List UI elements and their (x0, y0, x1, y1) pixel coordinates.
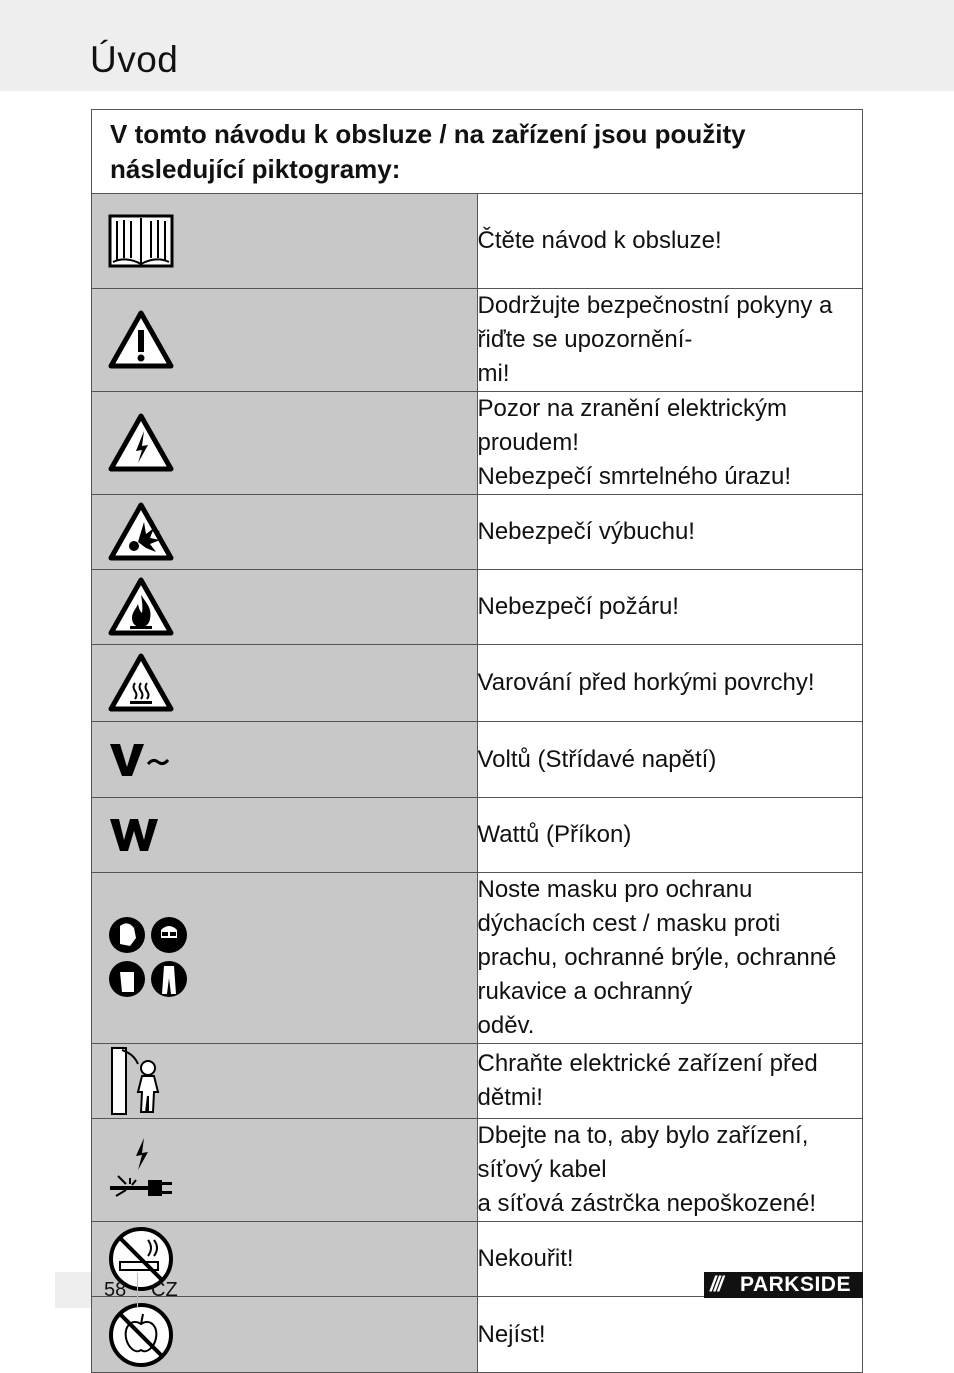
explosion-warning-icon (108, 502, 174, 562)
brand-mark: /// (710, 1273, 722, 1296)
table-row (92, 289, 863, 392)
footer-marker (55, 1272, 91, 1308)
row-text: prachu, ochranné brýle, ochranné rukavice a ochranný (477, 944, 837, 1005)
row-text: Voltů (Střídavé napětí) (477, 745, 717, 773)
book-icon (108, 212, 174, 270)
table-row (92, 798, 863, 873)
row-text: Varování před horkými povrchy! (477, 669, 815, 696)
table-row (92, 1119, 863, 1222)
brand-logo (704, 1272, 863, 1298)
table-row (92, 873, 863, 1044)
table-row (92, 495, 863, 570)
row-text: Nejíst! (477, 1320, 546, 1348)
row-text: Nebezpečí požáru! (477, 593, 679, 620)
keep-from-children-icon (108, 1046, 168, 1116)
table-row (92, 722, 863, 798)
pictogram-table (91, 109, 863, 1373)
table-row (92, 392, 863, 495)
row-text: Noste masku pro ochranu dýchacích cest / masku proti (477, 876, 781, 937)
row-text: Pozor na zranění elektrickým proudem! (477, 395, 787, 456)
row-text: a síťová zástrčka nepoškozené! (477, 1190, 817, 1217)
table-row (92, 570, 863, 645)
page-number: 58 (104, 1279, 127, 1301)
electric-shock-warning-icon (108, 413, 174, 473)
row-text: Nekouřit! (477, 1245, 574, 1272)
hot-surface-warning-icon (108, 653, 174, 713)
row-text: Chraňte elektrické zařízení před dětmi! (477, 1050, 818, 1111)
brand-name: PARKSIDE (740, 1273, 851, 1296)
table-heading: V tomto návodu k obsluze / na zařízení jsou použity následující piktogramy: (92, 110, 863, 194)
language-code: CZ (151, 1279, 178, 1301)
page-title: Úvod (90, 39, 179, 80)
table-row (92, 1044, 863, 1119)
row-text: Wattů (Příkon) (477, 821, 632, 848)
warning-exclamation-icon (108, 310, 174, 370)
table-row (92, 194, 863, 289)
watt-icon (108, 815, 168, 855)
no-eating-icon (108, 1302, 174, 1368)
footer-divider (137, 1273, 138, 1307)
row-text: Dbejte na to, aby bylo zařízení, síťový kabel (477, 1122, 809, 1183)
volt-ac-icon (108, 740, 178, 780)
row-text: mi! (477, 360, 510, 387)
row-text: Dodržujte bezpečnostní pokyny a řiďte se upozornění- (477, 292, 833, 353)
row-text: Nebezpečí smrtelného úrazu! (477, 463, 791, 490)
protective-equipment-icon (108, 914, 192, 1002)
fire-warning-icon (108, 577, 174, 637)
row-text: oděv. (477, 1012, 535, 1039)
row-text: Nebezpečí výbuchu! (477, 518, 695, 545)
row-text: Čtěte návod k obsluze! (477, 227, 722, 254)
table-row (92, 645, 863, 722)
damaged-cable-icon (108, 1136, 178, 1204)
table-row (92, 1297, 863, 1373)
